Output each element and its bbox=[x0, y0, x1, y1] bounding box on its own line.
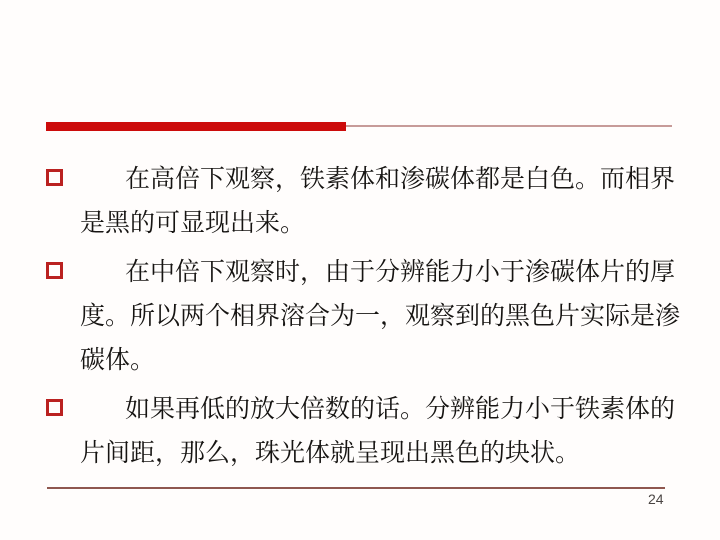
text-line: 碳体。 bbox=[80, 347, 156, 374]
bullet-item-1 bbox=[46, 158, 678, 246]
bullet-text-1 bbox=[80, 158, 678, 246]
bullet-text-3 bbox=[80, 388, 678, 476]
bullet-square-icon bbox=[46, 169, 63, 186]
page-number: 24 bbox=[648, 491, 664, 507]
text-line: 如果再低的放大倍数的话。分辨能力小于铁素体的 bbox=[125, 396, 676, 423]
bullet-text-2 bbox=[80, 251, 681, 383]
title-accent-line bbox=[346, 125, 672, 127]
bullet-item-2 bbox=[46, 251, 681, 383]
title-accent-bar bbox=[46, 122, 346, 131]
text-line: 在中倍下观察时，由于分辨能力小于渗碳体片的厚 bbox=[125, 259, 676, 286]
text-line: 片间距，那么，珠光体就呈现出黑色的块状。 bbox=[80, 440, 581, 467]
bullet-item-3 bbox=[46, 388, 678, 476]
text-line: 度。所以两个相界溶合为一，观察到的黑色片实际是渗 bbox=[80, 303, 681, 330]
bullet-square-icon bbox=[46, 399, 63, 416]
slide-body bbox=[46, 158, 681, 481]
footer-divider bbox=[47, 487, 665, 489]
text-line: 是黑的可显现出来。 bbox=[80, 210, 306, 237]
text-line: 在高倍下观察，铁素体和渗碳体都是白色。而相界 bbox=[125, 166, 676, 193]
bullet-square-icon bbox=[46, 262, 63, 279]
